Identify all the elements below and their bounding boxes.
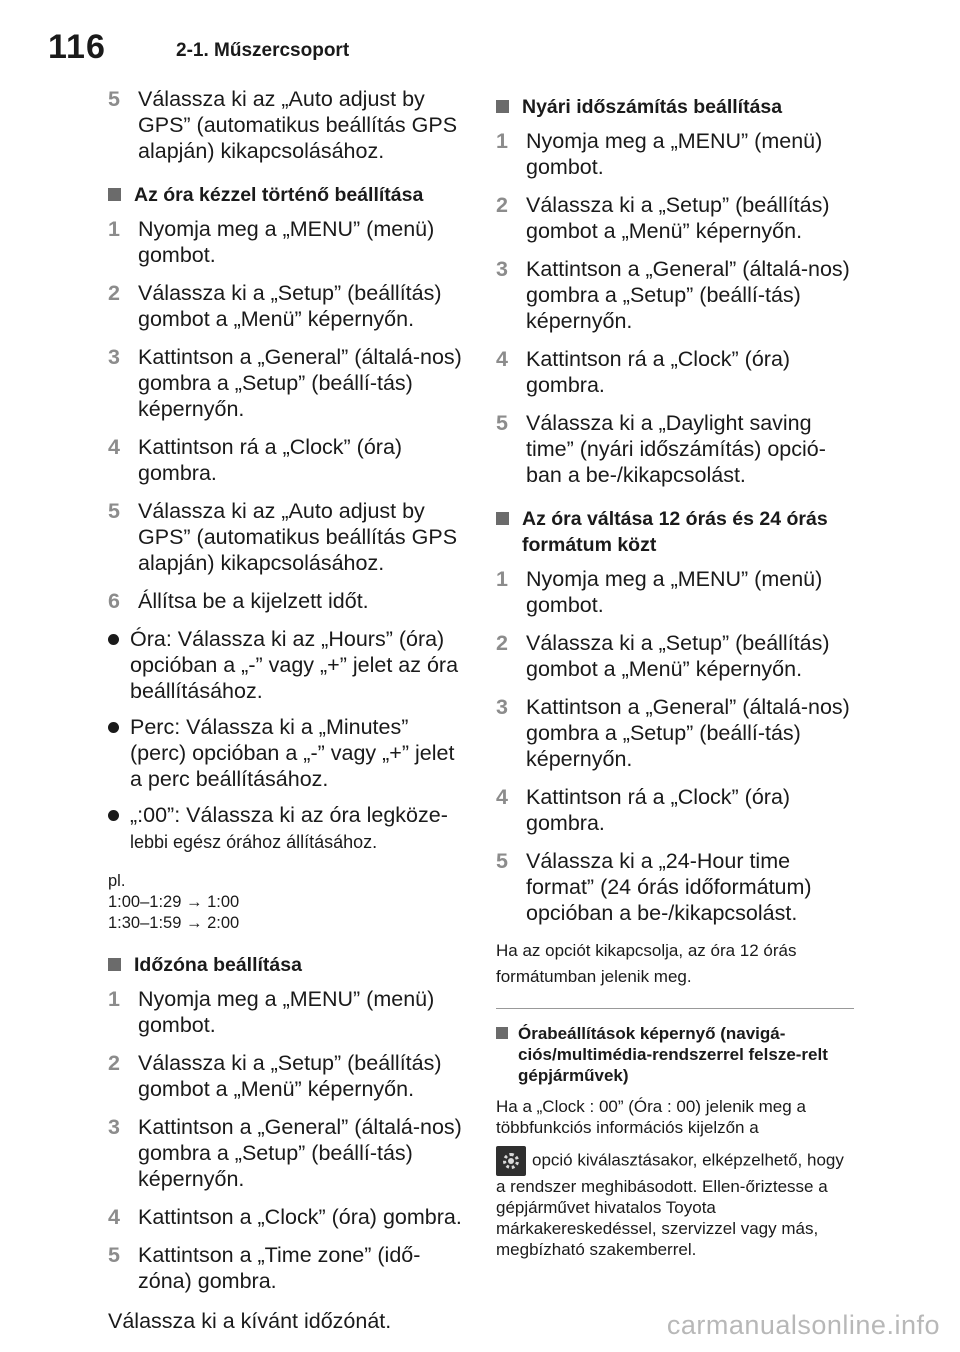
- watermark: carmanualsonline.info: [666, 1310, 940, 1340]
- step-number: 5: [108, 1243, 120, 1267]
- bullet-list: [108, 626, 464, 855]
- step-text: Kattintson a „General” (általá-nos) gombra a „Setup” (beállí-tás) képernyőn.: [138, 1115, 462, 1191]
- step-number: 1: [496, 567, 508, 591]
- step-text: Válassza ki az „Auto adjust by GPS” (automatikus beállítás GPS alapján) kikapcsolásához.: [138, 87, 458, 163]
- bullet-item: [108, 802, 464, 855]
- heading-text: Az óra váltása 12 órás és 24 órás formátum közt: [522, 508, 828, 556]
- gear-icon: [496, 1146, 526, 1176]
- step-number: 5: [496, 411, 508, 435]
- step-number: 4: [496, 347, 508, 371]
- step-text: Kattintson rá a „Clock” (óra) gombra.: [526, 347, 791, 397]
- example-line: 1:00–1:29 → 1:00: [108, 893, 240, 911]
- manual-steps-list: [108, 216, 464, 614]
- step: [108, 1114, 464, 1192]
- step: [108, 344, 464, 422]
- step: [496, 784, 856, 836]
- bullet-item: [108, 714, 464, 792]
- format-steps-list: [496, 566, 856, 926]
- heading-text: Órabeállítások képernyő (navigá-ciós/multimédia-rendszerrel felsze-relt gépjárművek): [518, 1024, 828, 1085]
- step-number: 3: [496, 257, 508, 281]
- step: [108, 280, 464, 332]
- heading-text: Nyári időszámítás beállítása: [522, 96, 783, 118]
- bullet-text: „:00”: Válassza ki az óra legköze-: [130, 803, 448, 827]
- heading-text: Az óra kézzel történő beállítása: [134, 184, 424, 206]
- step-number: 5: [496, 849, 508, 873]
- step-text: Nyomja meg a „MENU” (menü) gombot.: [138, 217, 435, 267]
- step-text: Kattintson a „Clock” (óra) gombra.: [138, 1205, 462, 1229]
- square-bullet-icon: [496, 1027, 508, 1039]
- bullet-text: Perc: Válassza ki a „Minutes” (perc) opcióban a „-” vagy „+” jelet a perc beállításához.: [130, 715, 455, 791]
- step-number: 4: [108, 435, 120, 459]
- bullet-text-small: lebbi egész órához állításához.: [130, 832, 378, 852]
- step-number: 3: [108, 1115, 120, 1139]
- step: [496, 848, 856, 926]
- step-text: Válassza ki a „Daylight saving time” (nyári időszámítás) opció-ban a be-/kikapcsolást.: [526, 411, 826, 487]
- step-text: Válassza ki a „Setup” (beállítás) gombot a „Menü” képernyőn.: [138, 281, 442, 331]
- section-heading-summer-time: [496, 94, 856, 120]
- info-text-part1: Ha a „Clock : 00” (Óra : 00) jelenik meg a többfunkciós információs kijelzőn a: [496, 1097, 806, 1137]
- step: [108, 986, 464, 1038]
- step-number: 1: [108, 987, 120, 1011]
- step-number: 2: [496, 631, 508, 655]
- step-text: Kattintson a „General” (általá-nos) gombra a „Setup” (beállí-tás) képernyőn.: [526, 695, 850, 771]
- example-line: 1:30–1:59 → 2:00: [108, 914, 240, 932]
- final-instruction: Válassza ki a kívánt időzónát.: [108, 1309, 392, 1333]
- step-number: 2: [108, 281, 120, 305]
- info-text: [496, 1096, 856, 1260]
- bullet-text: Óra: Válassza ki az „Hours” (óra) opcióban a „-” vagy „+” jelet az óra beállításához.: [130, 627, 459, 703]
- step-text: Állítsa be a kijelzett időt.: [138, 589, 369, 613]
- step-number: 6: [108, 589, 120, 613]
- step: [496, 410, 856, 488]
- step-text: Válassza ki a „Setup” (beállítás) gombot a „Menü” képernyőn.: [526, 631, 830, 681]
- section-heading-timezone: [108, 952, 464, 978]
- step-number: 2: [108, 1051, 120, 1075]
- step-number: 3: [496, 695, 508, 719]
- step-text: Kattintson a „Time zone” (idő-zóna) gombra.: [138, 1243, 421, 1293]
- square-bullet-icon: [496, 512, 509, 525]
- info-text-part2: opció kiválasztásakor, elképzelhető, hogy a rendszer meghibásodott. Ellen-őriztesse a gépjárművet hivatalos Toyota márkakereskedéssel, szervizzel vagy más, megbízható szakemberrel.: [496, 1150, 844, 1259]
- bullet-dot-icon: [108, 810, 119, 821]
- step: [496, 346, 856, 398]
- right-column: [496, 86, 856, 1260]
- left-column: [108, 86, 464, 1334]
- step-text: Válassza ki a „Setup” (beállítás) gombot a „Menü” képernyőn.: [138, 1051, 442, 1101]
- step: [496, 630, 856, 682]
- step-text: Nyomja meg a „MENU” (menü) gombot.: [526, 129, 823, 179]
- step-text: Kattintson rá a „Clock” (óra) gombra.: [138, 435, 403, 485]
- step-number: 3: [108, 345, 120, 369]
- step: [108, 588, 464, 614]
- step-text: Nyomja meg a „MENU” (menü) gombot.: [526, 567, 823, 617]
- step: [108, 434, 464, 486]
- divider: [496, 1008, 854, 1009]
- step-text: Válassza ki az „Auto adjust by GPS” (automatikus beállítás GPS alapján) kikapcsolásához.: [138, 499, 458, 575]
- format-note: Ha az opciót kikapcsolja, az óra 12 órás formátumban jelenik meg.: [496, 941, 797, 986]
- info-heading: [496, 1023, 856, 1086]
- step: [108, 1242, 464, 1294]
- example-label: pl.: [108, 872, 126, 890]
- section-title: 2-1. Műszercsoport: [176, 40, 350, 61]
- step-number: 5: [108, 499, 120, 523]
- square-bullet-icon: [108, 958, 121, 971]
- section-heading-format: [496, 506, 856, 558]
- step-number: 1: [496, 129, 508, 153]
- step: [496, 694, 856, 772]
- step-text: Válassza ki a „24-Hour time format” (24 órás időformátum) opcióban a be-/kikapcsolást.: [526, 849, 812, 925]
- step-text: Kattintson a „General” (általá-nos) gombra a „Setup” (beállí-tás) képernyőn.: [138, 345, 462, 421]
- square-bullet-icon: [108, 188, 121, 201]
- step: [496, 256, 856, 334]
- step-number: 2: [496, 193, 508, 217]
- step-text: Kattintson rá a „Clock” (óra) gombra.: [526, 785, 791, 835]
- timezone-steps-list: [108, 986, 464, 1294]
- step: [496, 128, 856, 180]
- step-number: 4: [108, 1205, 120, 1229]
- step: [108, 1204, 464, 1230]
- step: [108, 86, 464, 164]
- step-text: Kattintson a „General” (általá-nos) gombra a „Setup” (beállí-tás) képernyőn.: [526, 257, 850, 333]
- bullet-item: [108, 626, 464, 704]
- step-text: Válassza ki a „Setup” (beállítás) gombot a „Menü” képernyőn.: [526, 193, 830, 243]
- step: [108, 216, 464, 268]
- page-header: [48, 28, 908, 78]
- example-block: [108, 871, 464, 934]
- step: [496, 192, 856, 244]
- page-number: 116: [48, 28, 106, 66]
- bullet-dot-icon: [108, 634, 119, 645]
- step-text: Nyomja meg a „MENU” (menü) gombot.: [138, 987, 435, 1037]
- section-heading-manual-clock: [108, 182, 464, 208]
- step-number: 4: [496, 785, 508, 809]
- heading-text: Időzóna beállítása: [134, 954, 302, 976]
- bullet-dot-icon: [108, 722, 119, 733]
- step-number: 5: [108, 87, 120, 111]
- step-number: 1: [108, 217, 120, 241]
- step: [496, 566, 856, 618]
- summer-steps-list: [496, 128, 856, 488]
- step: [108, 1050, 464, 1102]
- square-bullet-icon: [496, 100, 509, 113]
- step: [108, 498, 464, 576]
